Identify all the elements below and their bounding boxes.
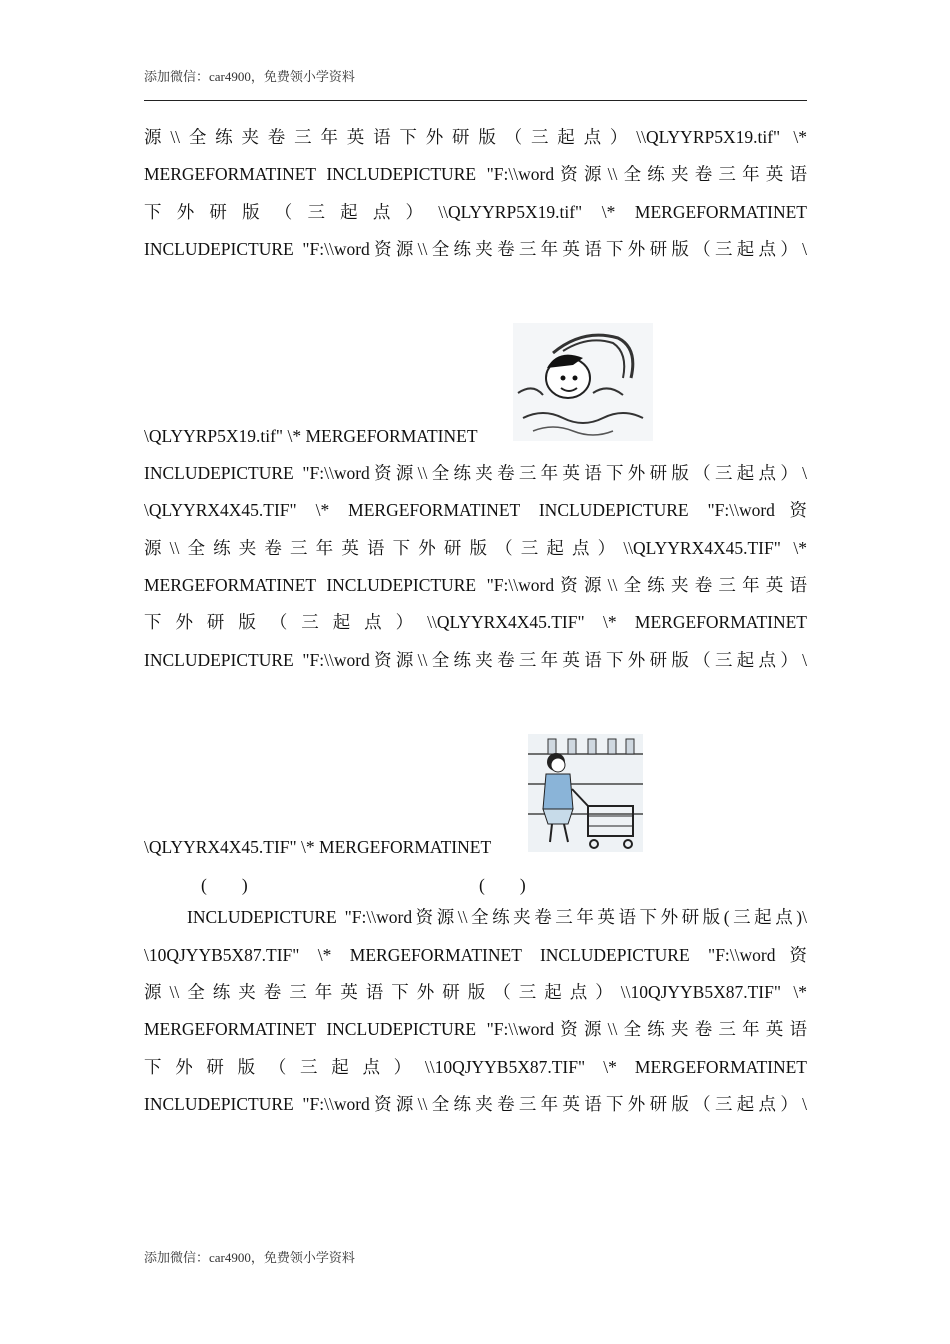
- text-line: 源\\全练夹卷三年英语下外研版（三起点）\\QLYYRX4X45.TIF" \*: [144, 538, 807, 558]
- text-line: INCLUDEPICTURE "F:\\word资源\\全练夹卷三年英语下外研版(三起点)\: [187, 907, 807, 927]
- answer-bracket: ( ): [479, 875, 526, 895]
- text-line: \QLYYRX4X45.TIF" \* MERGEFORMATINET INCLUDEPICTURE "F:\\word资: [144, 500, 807, 520]
- text-line: 下外研版（三起点）\\10QJYYB5X87.TIF" \* MERGEFORMATINET: [144, 1057, 807, 1077]
- text-line: INCLUDEPICTURE "F:\\word资源\\全练夹卷三年英语下外研版（三起点）\: [144, 650, 807, 670]
- text-line: MERGEFORMATINET INCLUDEPICTURE "F:\\word资源\\全练夹卷三年英语: [144, 575, 807, 595]
- text-line: MERGEFORMATINET INCLUDEPICTURE "F:\\word资源\\全练夹卷三年英语: [144, 1019, 807, 1039]
- text-line: INCLUDEPICTURE "F:\\word资源\\全练夹卷三年英语下外研版（三起点）\: [144, 239, 807, 259]
- text-line: \QLYYRX4X45.TIF" \* MERGEFORMATINET: [144, 837, 492, 857]
- text-line: 下外研版（三起点）\\QLYYRP5X19.tif" \* MERGEFORMATINET: [144, 202, 807, 222]
- text-line: MERGEFORMATINET INCLUDEPICTURE "F:\\word资源\\全练夹卷三年英语: [144, 164, 807, 184]
- text-line: INCLUDEPICTURE "F:\\word资源\\全练夹卷三年英语下外研版（三起点）\: [144, 463, 807, 483]
- text-line: 源\\全练夹卷三年英语下外研版（三起点）\\QLYYRP5X19.tif" \*: [144, 127, 807, 147]
- text-line: \10QJYYB5X87.TIF" \* MERGEFORMATINET INCLUDEPICTURE "F:\\word资: [144, 945, 807, 965]
- page-header: 添加微信：car4900，免费领小学资料: [144, 69, 355, 84]
- header-divider: [144, 100, 807, 101]
- page-footer: 添加微信：car4900，免费领小学资料: [144, 1250, 355, 1265]
- text-line: 下外研版（三起点）\\QLYYRX4X45.TIF" \* MERGEFORMATINET: [144, 612, 807, 632]
- text-line: \QLYYRP5X19.tif" \* MERGEFORMATINET: [144, 426, 478, 446]
- shopping-girl-picture: [528, 734, 643, 852]
- swimming-boy-picture: [513, 323, 653, 441]
- answer-bracket: ( ): [201, 875, 248, 895]
- text-line: INCLUDEPICTURE "F:\\word资源\\全练夹卷三年英语下外研版（三起点）\: [144, 1094, 807, 1114]
- text-line: 源\\全练夹卷三年英语下外研版（三起点）\\10QJYYB5X87.TIF" \*: [144, 982, 807, 1002]
